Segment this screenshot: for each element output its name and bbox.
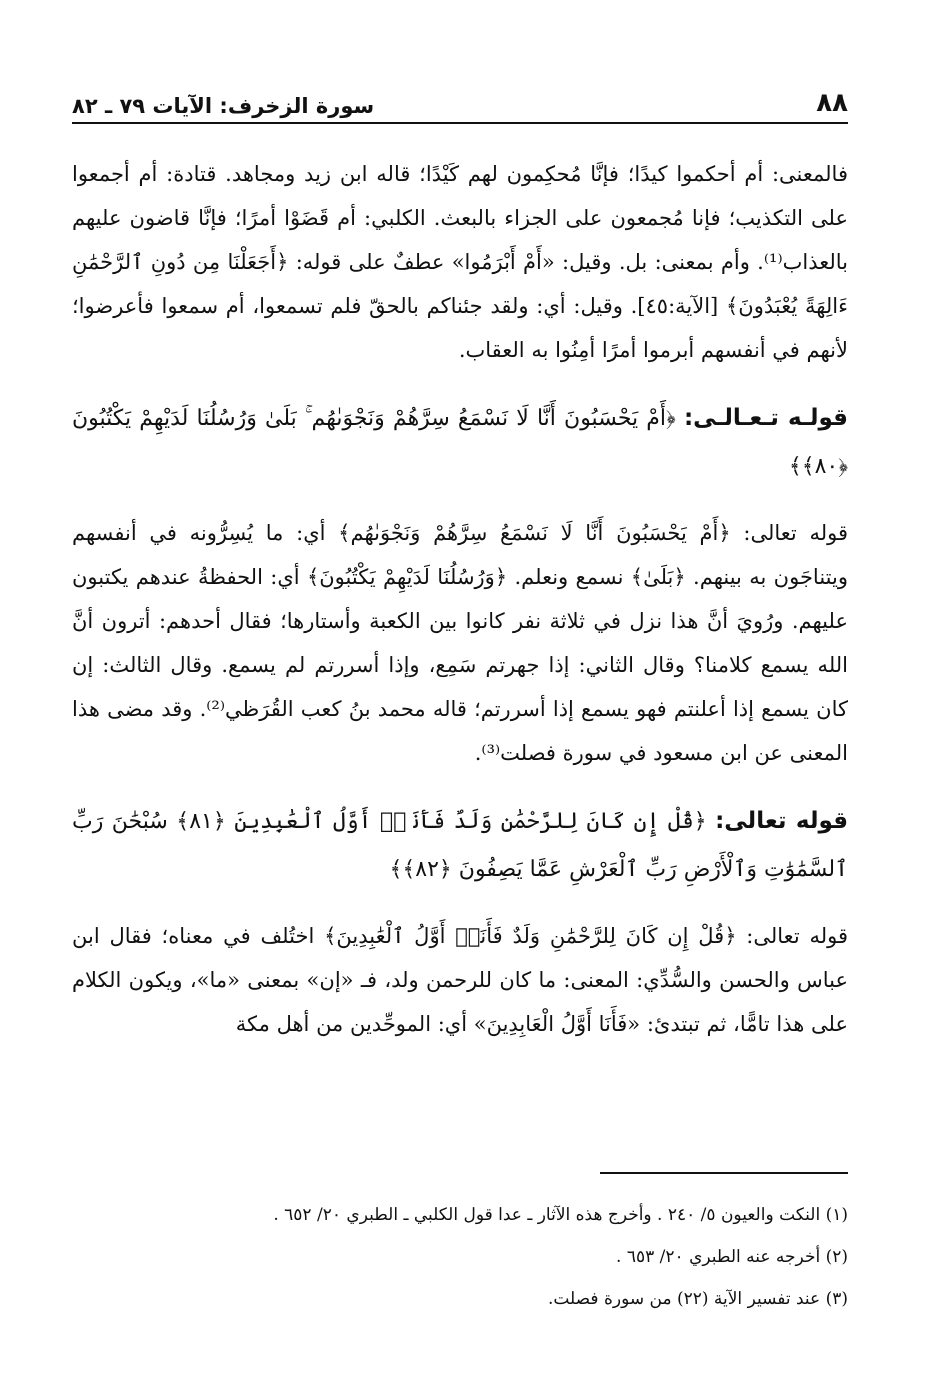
footnotes xyxy=(72,1204,848,1330)
footnote: (٢) أخرجه عنه الطبري ٢٠/ ٦٥٣ . xyxy=(616,1247,848,1267)
verse-text: ﴿قُلْ إِن كَانَ لِلرَّحْمَٰنِ وَلَدٌ فَأَنَا۠ أَوَّلُ ٱلْعَٰبِدِينَ ﴿٨١﴾ سُبْحَٰنَ رَبِّ ٱلسَّمَٰوَٰتِ وَٱلْأَرْضِ رَبِّ ٱلْعَرْشِ عَمَّا يَصِفُونَ ﴿٨٢﴾﴾ xyxy=(72,809,848,882)
verse-label: قولـه تـعـالـى: xyxy=(683,405,848,431)
quran-verse-block xyxy=(72,394,848,491)
verse-text: ﴿أَمْ يَحْسَبُونَ أَنَّا لَا نَسْمَعُ سِرَّهُمْ وَنَجْوَىٰهُم ۚ بَلَىٰ وَرُسُلُنَا لَدَيْهِمْ يَكْتُبُونَ ﴿٨٠﴾﴾ xyxy=(72,406,848,479)
page-number: ٨٨ xyxy=(816,88,848,118)
commentary-paragraph: قوله تعالى: ﴿قُلْ إِن كَانَ لِلرَّحْمَٰنِ وَلَدٌ فَأَنَا۠ أَوَّلُ ٱلْعَٰبِدِينَ﴾ اختُلف في معناه؛ فقال ابن عباس والحسن والسُّدِّي: المعنى: ما كان للرحمن ولد، فـ «إن» بمعنى «ما»، ويكون الكلام على هذا تامًّا، ثم تبتدئ: «فَأَنَا أَوَّلُ الْعَابِدِينَ» أي: الموحِّدين من أهل مكة xyxy=(72,924,848,1036)
page-body xyxy=(72,152,848,1046)
commentary-paragraph: فالمعنى: أم أحكموا كيدًا؛ فإنَّا مُحكِمون لهم كَيْدًا؛ قاله ابن زيد ومجاهد. قتادة: أم أجمعوا على التكذيب؛ فإنا مُجمعون على الجزاء بالبعث. الكلبي: أم قَضَوْا أمرًا؛ فإنَّا قاضون عليهم بالعذاب⁽¹⁾. وأم بمعنى: بل. وقيل: «أَمْ أَبْرَمُوا» عطفٌ على قوله: ﴿أَجَعَلْنَا مِن دُونِ ٱلرَّحْمَٰنِ ءَالِهَةً يُعْبَدُونَ﴾ [الآية:٤٥]. وقيل: أي: ولقد جئناكم بالحقّ فلم تسمعوا، أم سمعوا فأعرضوا؛ لأنهم في أنفسهم أبرموا أمرًا أمِنُوا به العقاب. xyxy=(72,162,848,362)
page-header xyxy=(72,78,848,124)
footnote: (٣) عند تفسير الآية (٢٢) من سورة فصلت. xyxy=(547,1289,848,1309)
footnote: (١) النكت والعيون ٥/ ٢٤٠ . وأخرج هذه الآثار ـ عدا قول الكلبي ـ الطبري ٢٠/ ٦٥٢ . xyxy=(273,1205,848,1225)
verse-label: قوله تعالى: xyxy=(715,808,849,834)
commentary-paragraph: قوله تعالى: ﴿أَمْ يَحْسَبُونَ أَنَّا لَا نَسْمَعُ سِرَّهُمْ وَنَجْوَىٰهُم﴾ أي: ما يُسِرُّونه في أنفسهم ويتناجَون به بينهم. ﴿بَلَىٰ﴾ نسمع ونعلم. ﴿وَرُسُلُنَا لَدَيْهِمْ يَكْتُبُونَ﴾ أي: الحفظةُ عندهم يكتبون عليهم. ورُويَ أنَّ هذا نزل في ثلاثة نفر كانوا بين الكعبة وأستارها؛ فقال أحدهم: أترون أنَّ الله يسمع كلامنا؟ وقال الثاني: إذا جهرتم سَمِع، وإذا أسررتم لم يسمع. وقال الثالث: إن كان يسمع إذا أعلنتم فهو يسمع إذا أسررتم؛ قاله محمد بنُ كعب القُرَظي⁽²⁾. وقد مضى هذا المعنى عن ابن مسعود في سورة فصلت⁽³⁾. xyxy=(72,521,848,765)
footnote-separator xyxy=(600,1172,848,1174)
running-title: سورة الزخرف: الآيات ٧٩ ـ ٨٢ xyxy=(72,94,375,118)
quran-verse-block xyxy=(72,797,848,894)
